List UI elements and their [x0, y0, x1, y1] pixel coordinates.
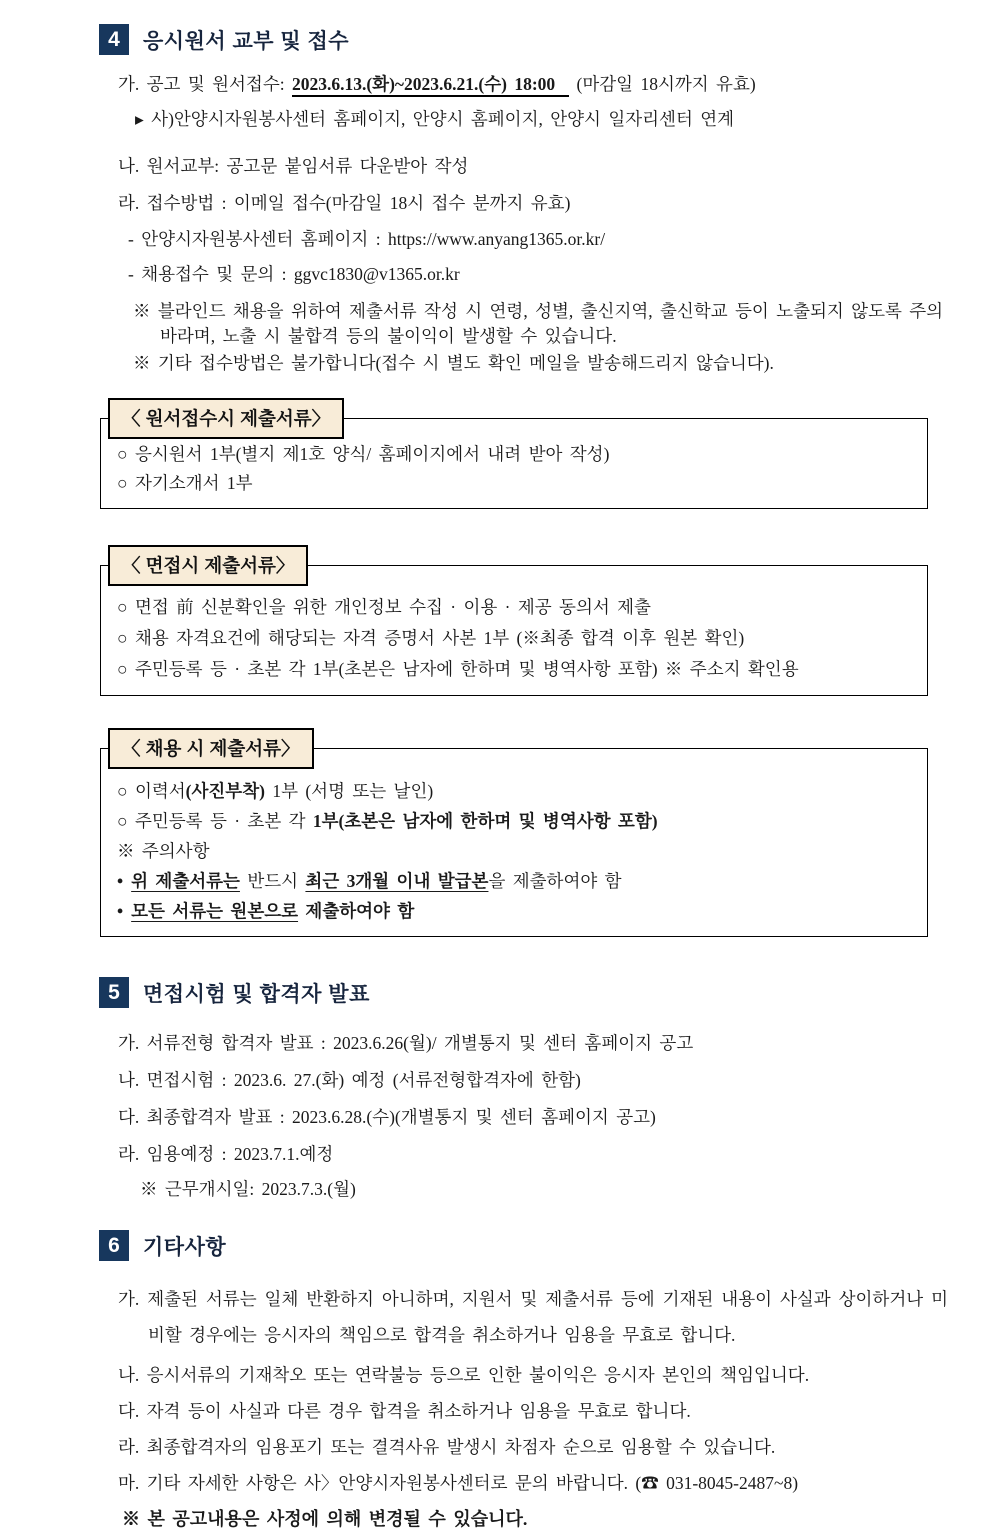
section6-item-na: 나. 응시서류의 기재착오 또는 연락불능 등으로 인한 불이익은 응시자 본인의 책임입니다. [118, 1365, 810, 1385]
section5-number-badge: 5 [99, 977, 129, 1008]
box-interview-item: ○ 채용 자격요건에 해당되는 자격 증명서 사본 1부 (※최종 합격 이후 원본 확인) [117, 628, 745, 648]
box-interview-item: ○ 주민등록 등 · 초본 각 1부(초본은 남자에 한하며 및 병역사항 포함) ※ 주소지 확인용 [117, 659, 799, 679]
box-application-item: ○ 응시원서 1부(별지 제1호 양식/ 홈페이지에서 내려 받아 작성) [117, 444, 610, 464]
box-hiring-item-jumin [117, 806, 913, 836]
box-hiring-bullet-2 [117, 896, 913, 926]
box-application-item: ○ 자기소개서 1부 [117, 473, 253, 493]
section4-ga-suffix: (마감일 18시까지 유효) [569, 74, 756, 94]
bullet1-post: 을 제출하여야 함 [488, 871, 622, 891]
bullet1-mid: 반드시 [239, 871, 306, 891]
box-application-documents [100, 408, 928, 509]
bullet-icon: • [117, 901, 124, 921]
resume-bold: (사진부착) [185, 781, 265, 801]
section4-note-blind: ※ 블라인드 채용을 위하여 제출서류 작성 시 연령, 성별, 출신지역, 출신학교 등이 노출되지 않도록 주의바라며, 노출 시 불합격 등의 불이익이 발생할 수 있습니다. [133, 301, 944, 346]
section6-title: 기타사항 [143, 1235, 227, 1259]
box-application-documents-title: 〈 원서접수시 제출서류〉 [108, 398, 344, 439]
section4-header [99, 0, 992, 55]
bullet-icon: • [117, 871, 124, 891]
box-interview-item: ○ 면접 前 신분확인을 위한 개인정보 수집 · 이용 · 제공 동의서 제출 [117, 597, 651, 617]
section5-header [99, 937, 992, 1008]
section4-item-na: 나. 원서교부: 공고문 붙임서류 다운받아 작성 [118, 156, 469, 176]
section4-item-ga [118, 71, 992, 97]
section6-item-ga: 가. 제출된 서류는 일체 반환하지 아니하며, 지원서 및 제출서류 등에 기재된 내용이 사실과 상이하거나 미비할 경우에는 응시자의 책임으로 합격을 취소하거나 임용을 무효로 합니다. [118, 1289, 948, 1345]
box-interview-documents-title: 〈 면접시 제출서류〉 [108, 545, 308, 586]
resume-post: 1부 (서명 또는 날인) [264, 781, 434, 801]
bullet1-underline1: 위 제출서류는 [131, 871, 240, 891]
section6-header [99, 1202, 992, 1261]
section5-item: 나. 면접시험 : 2023.6. 27.(화) 예정 (서류전형합격자에 한함) [118, 1070, 581, 1090]
section5-item: 라. 임용예정 : 2023.7.1.예정 [118, 1144, 334, 1164]
section6-change-note: ※ 본 공고내용은 사정에 의해 변경될 수 있습니다. [122, 1509, 528, 1529]
section4-contact-email: ggvc1830@v1365.or.kr [293, 264, 460, 284]
box-interview-documents [100, 555, 928, 696]
resume-pre: ○ 이력서 [117, 781, 186, 801]
section4-homepage-line: - 안양시자원봉사센터 홈페이지 : https://www.anyang1365.or.kr/ [128, 229, 606, 249]
jumin-bold: 1부(초본은 남자에 한하며 및 병역사항 포함) [312, 811, 658, 831]
section4-title: 응시원서 교부 및 접수 [143, 29, 350, 53]
bullet1-underline2: 최근 3개월 이내 발급본 [305, 871, 489, 891]
section4-ga-sub: ▸ 사)안양시자원봉사센터 홈페이지, 안양시 홈페이지, 안양시 일자리센터 연계 [135, 109, 735, 129]
box-hiring-documents [100, 738, 928, 937]
section4-note-other: ※ 기타 접수방법은 불가합니다(접수 시 별도 확인 메일을 발송해드리지 않습니다). [133, 353, 774, 373]
section4-number-badge: 4 [99, 24, 129, 55]
bullet2-post: 제출하여야 함 [298, 901, 415, 921]
box-hiring-documents-title: 〈 채용 시 제출서류〉 [108, 728, 314, 769]
section6-item-ma: 마. 기타 자세한 사항은 사〉안양시자원봉사센터로 문의 바랍니다. (☎ 031-8045-2487~8) [118, 1473, 799, 1493]
section6-item-da: 다. 자격 등이 사실과 다른 경우 합격을 취소하거나 임용을 무효로 합니다. [118, 1401, 691, 1421]
section6-number-badge: 6 [99, 1230, 129, 1261]
section5-item: 다. 최종합격자 발표 : 2023.6.28.(수)(개별통지 및 센터 홈페이지 공고) [118, 1107, 656, 1127]
section4-contact-label: - 채용접수 및 문의 : [128, 264, 294, 284]
section5-work-start-note: ※ 근무개시일: 2023.7.3.(월) [140, 1179, 356, 1199]
section5-item: 가. 서류전형 합격자 발표 : 2023.6.26(월)/ 개별통지 및 센터 홈페이지 공고 [118, 1033, 694, 1053]
section4-ga-date: 2023.6.13.(화)~2023.6.21.(수) 18:00 [292, 74, 569, 97]
section5-title: 면접시험 및 합격자 발표 [143, 982, 370, 1006]
bullet2-underline: 모든 서류는 원본으로 [131, 901, 299, 921]
box-hiring-bullet-1 [117, 866, 913, 896]
box-hiring-item-resume [117, 776, 913, 806]
section4-contact-line [128, 261, 992, 287]
section4-ga-prefix: 가. 공고 및 원서접수: [118, 74, 292, 94]
jumin-pre: ○ 주민등록 등 · 초본 각 [117, 811, 313, 831]
box-hiring-caution-label: ※ 주의사항 [117, 841, 210, 861]
box-hiring-documents-body [101, 749, 927, 936]
section6-item-ra: 라. 최종합격자의 임용포기 또는 결격사유 발생시 차점자 순으로 임용할 수 있습니다. [118, 1437, 776, 1457]
section4-item-ra: 라. 접수방법 : 이메일 접수(마감일 18시 접수 분까지 유효) [118, 193, 571, 213]
